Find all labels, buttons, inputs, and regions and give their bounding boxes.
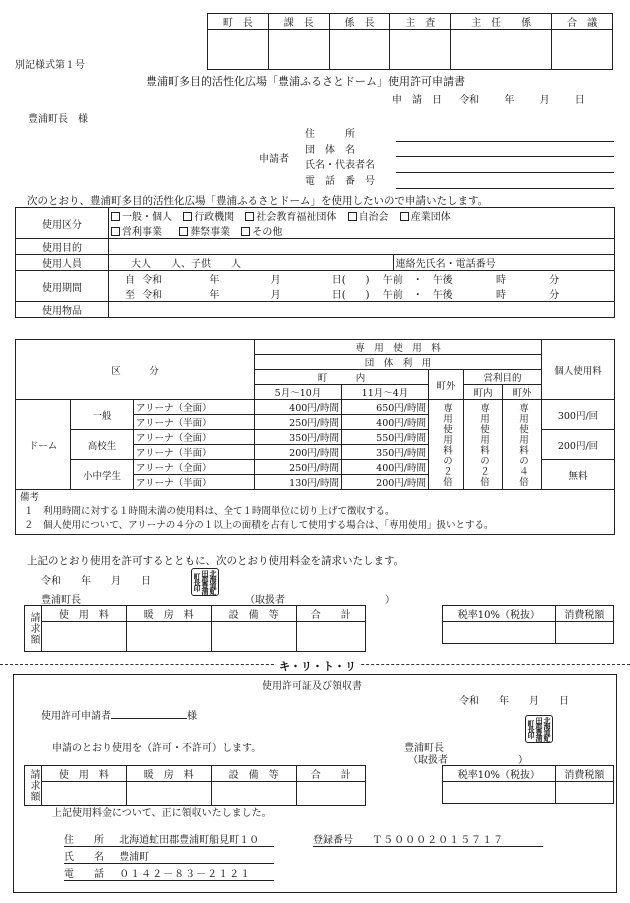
fee-dome-label: ドーム xyxy=(16,400,71,490)
receipt-name: 豊浦町 xyxy=(119,852,150,863)
bill-usage-input[interactable] xyxy=(42,622,127,652)
usage-table xyxy=(15,207,615,318)
fee-header-summer: 5月～10月 xyxy=(255,385,342,400)
address-label: 住 所 xyxy=(305,129,355,140)
items-label: 使用物品 xyxy=(16,302,109,318)
group-name-input[interactable] xyxy=(396,156,614,157)
receipt-address-label: 住 所 xyxy=(64,835,104,846)
intro-text: 次のとおり、豊浦町多目的活性化広場「豊浦ふるさとドーム」を使用したいので申請いたします。 xyxy=(27,195,489,207)
people-input[interactable]: 大人 人、子供 人 xyxy=(109,255,394,271)
checkbox-neighborhood[interactable] xyxy=(348,212,389,223)
fee-profit-out-note: 専用使用料の４倍 xyxy=(503,400,542,490)
remarks xyxy=(16,490,615,535)
receipt-address: 北海道虻田郡豊浦町船見町１０ xyxy=(119,835,260,846)
fee-summer: 200円/時間 xyxy=(255,445,342,460)
receipt-tax-table xyxy=(442,765,614,804)
approval-seal-cell[interactable] xyxy=(208,30,269,70)
fee-header-profit-in: 町内 xyxy=(464,385,503,400)
purpose-label: 使用目的 xyxy=(16,239,109,255)
fee-header-exclusive: 専 用 使 用 料 xyxy=(255,340,542,355)
receipt-bill-table xyxy=(24,765,366,806)
receipt-tax-col: 消費税額 xyxy=(555,766,613,782)
receipt-bill-label: 請求額 xyxy=(25,766,42,806)
fee-summer: 250円/時間 xyxy=(255,415,342,430)
checkbox-label: 産業団体 xyxy=(410,212,451,223)
checkbox-other[interactable] xyxy=(241,227,282,238)
checkbox-icon xyxy=(245,212,254,221)
fee-facility: アリーナ（全面） xyxy=(134,400,255,415)
receipt-reg-label: 登録番号 xyxy=(313,835,353,846)
receipt-applicant-input[interactable] xyxy=(111,718,187,719)
receipt-heating-input[interactable] xyxy=(126,782,211,806)
fee-header-winter: 11月～4月 xyxy=(342,385,429,400)
receipt-tel-label: 電 話 xyxy=(64,869,104,880)
fee-summer: 400円/時間 xyxy=(255,400,342,415)
period-from-month: 月 xyxy=(270,275,281,286)
remark-item: １ 利用時間に対する１時間未満の使用料は、全て１時間単位に切り上げて徴収する。 xyxy=(24,506,395,517)
period-to-prefix: 至 xyxy=(125,290,135,301)
addressee: 豊浦町長 様 xyxy=(28,114,88,125)
receipt-bill-col: 合 計 xyxy=(296,766,365,782)
receipt-tax-base-input[interactable] xyxy=(443,782,556,804)
date-label: 申 請 日 xyxy=(392,95,442,106)
receipt-sama: 様 xyxy=(187,711,197,722)
period-to-minute: 分 xyxy=(549,290,560,301)
receipt-bill-col: 使 用 料 xyxy=(42,766,127,782)
checkbox-label: 社会教育福祉団体 xyxy=(256,212,337,223)
fee-facility: アリーナ（全面） xyxy=(134,430,255,445)
seal-stamp-icon: 北海道虻田郡豊浦町長印 xyxy=(527,717,552,741)
fee-winter: 650円/時間 xyxy=(342,400,429,415)
address-input[interactable] xyxy=(396,141,614,142)
period-from-hour: 時 xyxy=(495,275,506,286)
receipt-name-row xyxy=(64,848,274,864)
fee-winter: 400円/時間 xyxy=(342,415,429,430)
fee-group-general: 一般 xyxy=(71,400,134,430)
applicant-fields xyxy=(305,127,375,189)
bill-col: 暖 房 料 xyxy=(126,606,211,622)
approval-col-subsection-chief: 係 長 xyxy=(329,14,390,30)
period-from-minute: 分 xyxy=(549,275,560,286)
people-label: 使用人員 xyxy=(16,255,109,271)
bill-heating-input[interactable] xyxy=(126,622,211,652)
bill-col: 設 備 等 xyxy=(211,606,296,622)
period-from-year: 年 xyxy=(209,275,220,286)
approval-table xyxy=(207,13,613,70)
fee-personal-elementary: 無料 xyxy=(542,460,615,490)
approval-col-consultation: 合 議 xyxy=(552,14,613,30)
fee-header-profit-out: 町外 xyxy=(503,385,542,400)
checkbox-icon xyxy=(183,212,192,221)
permit-handler: （取扱者 ） xyxy=(245,595,395,606)
checkbox-welfare[interactable] xyxy=(245,212,336,223)
date-year: 年 xyxy=(504,95,515,106)
period-from-prefix: 自 xyxy=(125,275,135,286)
period-from-day: 日( ) xyxy=(331,275,370,286)
receipt-reg-no: Ｔ５０００２０１５７１７ xyxy=(372,835,505,846)
bill-label: 請求額 xyxy=(25,606,42,652)
category-options-row2 xyxy=(109,223,615,239)
bill-equipment-input[interactable] xyxy=(211,622,296,652)
receipt-received: 上記使用料金について、正に領収いたしました。 xyxy=(52,808,272,819)
approval-seal-cell[interactable] xyxy=(268,30,329,70)
period-to-year: 年 xyxy=(209,290,220,301)
receipt-address-row xyxy=(64,831,274,847)
fee-winter: 400円/時間 xyxy=(342,460,429,475)
tax-col: 税率10%（税抜） xyxy=(443,606,556,622)
tax-base-input[interactable] xyxy=(443,622,556,644)
receipt-tel-row xyxy=(64,865,274,881)
checkbox-general[interactable] xyxy=(111,212,172,223)
bill-col: 合 計 xyxy=(296,606,365,622)
fee-winter: 200円/時間 xyxy=(342,475,429,490)
receipt-bill-col: 設 備 等 xyxy=(211,766,296,782)
checkbox-icon xyxy=(400,212,409,221)
approval-seal-cell[interactable] xyxy=(329,30,390,70)
contact-input[interactable] xyxy=(393,255,614,271)
approval-col-section-chief: 課 長 xyxy=(268,14,329,30)
tax-col: 消費税額 xyxy=(555,606,613,622)
tax-amount-input[interactable] xyxy=(555,622,613,644)
receipt-decision: 申請のとおり使用を（許可・不許可）します。 xyxy=(52,743,262,754)
fee-table xyxy=(15,339,615,535)
bill-col: 使 用 料 xyxy=(42,606,127,622)
checkbox-label: 自治会 xyxy=(358,212,389,223)
date-month: 月 xyxy=(539,95,550,106)
purpose-input[interactable] xyxy=(109,239,615,255)
receipt-applicant-label: 使用許可申請者 xyxy=(41,711,111,722)
checkbox-icon xyxy=(348,212,357,221)
checkbox-label: 行政機関 xyxy=(194,212,235,223)
fee-facility: アリーナ（全面） xyxy=(134,460,255,475)
date-day: 日 xyxy=(574,95,585,106)
checkbox-industry[interactable] xyxy=(400,212,451,223)
fee-winter: 550円/時間 xyxy=(342,430,429,445)
fee-outside-note: 専用使用料の２倍 xyxy=(429,400,464,490)
checkbox-commercial[interactable] xyxy=(111,227,162,238)
form-title: 豊浦町多目的活性化広場「豊浦ふるさとドーム」使用許可申請書 xyxy=(146,75,465,88)
category-options-row1 xyxy=(109,208,615,224)
fee-header-group: 団 体 利 用 xyxy=(255,355,542,370)
receipt-tax-amount-input[interactable] xyxy=(555,782,613,804)
approval-col-inspector: 主 査 xyxy=(390,14,451,30)
permit-date: 令和 年 月 日 xyxy=(41,576,151,587)
receipt-usage-input[interactable] xyxy=(42,782,127,806)
checkbox-label: 営利事業 xyxy=(122,227,162,238)
receipt-handler: （取扱者 ） xyxy=(408,755,528,766)
period-to-ampm: 午前 ・ 午後 xyxy=(382,290,453,301)
fee-personal-highschool: 200円/回 xyxy=(542,430,615,460)
representative-input[interactable] xyxy=(396,172,614,173)
checkbox-government[interactable] xyxy=(183,212,234,223)
contact-label: 連絡先氏名・電話番号 xyxy=(395,259,496,270)
approval-seal-cell[interactable] xyxy=(451,30,552,70)
receipt-applicant xyxy=(41,707,197,722)
fee-header-outside: 町外 xyxy=(429,370,464,400)
items-input[interactable] xyxy=(109,302,615,318)
fee-facility: アリーナ（半面） xyxy=(134,415,255,430)
bill-total-input[interactable] xyxy=(296,622,365,652)
fee-facility: アリーナ（半面） xyxy=(134,445,255,460)
period-label: 使用期間 xyxy=(16,271,109,302)
approval-col-mayor: 町 長 xyxy=(208,14,269,30)
representative-label: 氏名・代表者名 xyxy=(305,160,375,171)
receipt-name-label: 氏 名 xyxy=(64,852,104,863)
fee-summer: 350円/時間 xyxy=(255,430,342,445)
receipt-mayor: 豊浦町長 xyxy=(404,743,444,754)
receipt-total-input[interactable] xyxy=(296,782,365,806)
checkbox-icon xyxy=(111,212,120,221)
fee-summer: 130円/時間 xyxy=(255,475,342,490)
checkbox-label: 葬祭事業 xyxy=(190,227,231,238)
checkbox-icon xyxy=(111,227,120,236)
receipt-equipment-input[interactable] xyxy=(211,782,296,806)
checkbox-icon xyxy=(241,227,250,236)
phone-input[interactable] xyxy=(396,188,614,189)
application-date xyxy=(392,91,585,106)
form-code: 別記様式第１号 xyxy=(15,60,85,71)
period-from-era: 令和 xyxy=(142,275,163,286)
fee-facility: アリーナ（半面） xyxy=(134,475,255,490)
checkbox-icon xyxy=(179,227,188,236)
receipt-date: 令和 年 月 日 xyxy=(459,696,569,707)
fee-profit-in-note: 専用使用料の２倍 xyxy=(464,400,503,490)
checkbox-label: 一般・個人 xyxy=(122,212,172,223)
category-label: 使用区分 xyxy=(16,208,109,239)
date-era: 令和 xyxy=(459,95,480,106)
remarks-label: 備考 xyxy=(20,492,40,503)
receipt-title: 使用許可証及び領収書 xyxy=(262,681,362,692)
remark-item: ２ 個人使用について、アリーナの４分の１以上の面積を占有して使用する場合は、「専用使用」扱いとする。 xyxy=(24,520,494,531)
fee-header-town: 町 内 xyxy=(255,370,429,385)
fee-winter: 350円/時間 xyxy=(342,445,429,460)
applicant-label: 申請者 xyxy=(259,154,289,165)
period-from[interactable] xyxy=(109,271,615,287)
period-to-era: 令和 xyxy=(142,290,163,301)
period-from-ampm: 午前 ・ 午後 xyxy=(382,275,453,286)
fee-header-category: 区 分 xyxy=(16,340,255,400)
approval-seal-cell[interactable] xyxy=(552,30,613,70)
permit-text: 上記のとおり使用を許可するとともに、次のとおり使用料金を請求いたします。 xyxy=(27,555,405,567)
seal-stamp-icon: 北海道虻田郡豊浦町長印 xyxy=(193,570,218,594)
fee-group-highschool: 高校生 xyxy=(71,430,134,460)
period-to-month: 月 xyxy=(270,290,281,301)
fee-header-profit: 営利目的 xyxy=(464,370,542,385)
approval-seal-cell[interactable] xyxy=(390,30,451,70)
permit-bill-table xyxy=(24,605,366,652)
checkbox-label: その他 xyxy=(252,227,283,238)
checkbox-funeral[interactable] xyxy=(179,227,230,238)
fee-personal-general: 300円/回 xyxy=(542,400,615,430)
receipt-registration-row xyxy=(313,831,543,847)
permit-tax-table xyxy=(442,605,614,644)
permit-mayor: 豊浦町長 xyxy=(41,595,81,606)
approval-col-staff: 主 任 係 xyxy=(451,14,552,30)
fee-group-elementary: 小中学生 xyxy=(71,460,134,490)
group-name-label: 団 体 名 xyxy=(305,144,355,156)
cut-line-label: キ・リ・ト・リ xyxy=(276,658,359,674)
fee-summer: 250円/時間 xyxy=(255,460,342,475)
fee-header-personal: 個人使用料 xyxy=(542,340,615,400)
receipt-tax-col: 税率10%（税抜） xyxy=(443,766,556,782)
receipt-tel: ０１４２－８３－２１２１ xyxy=(119,869,252,880)
phone-label: 電 話 番 号 xyxy=(305,175,375,187)
period-to-hour: 時 xyxy=(495,290,506,301)
receipt-bill-col: 暖 房 料 xyxy=(126,766,211,782)
period-to-day: 日( ) xyxy=(331,290,370,301)
period-to[interactable] xyxy=(109,286,615,302)
